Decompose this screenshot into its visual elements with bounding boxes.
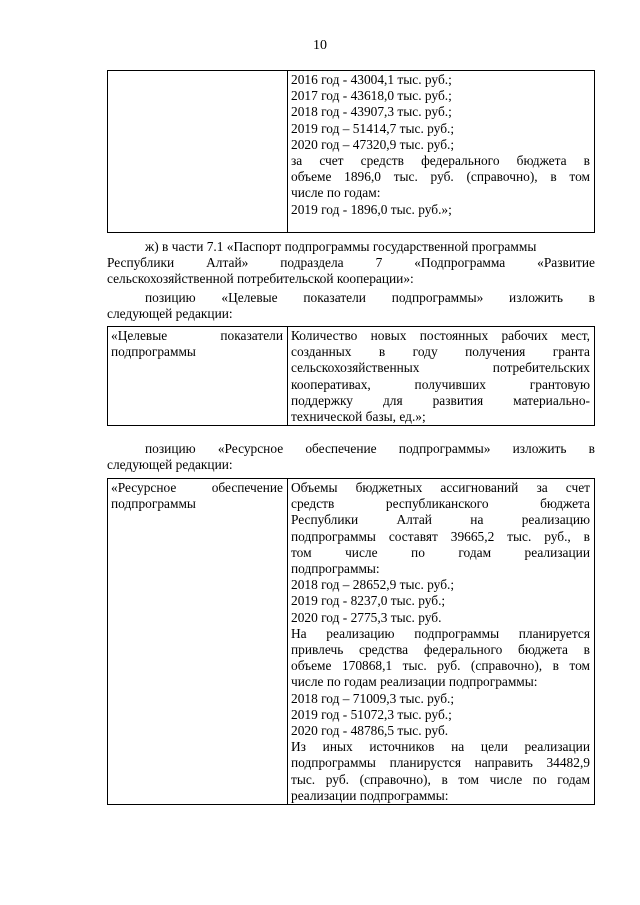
text-line: сельскохозяйственной потребительской кооперации»: xyxy=(107,271,414,287)
text-line: 2018 год – 71009,3 тыс. руб.; xyxy=(291,690,455,706)
text-line: привлечь средства федерального бюджета в xyxy=(291,642,590,658)
text-line: 2020 год - 2775,3 тыс. руб. xyxy=(291,609,442,625)
text-line: 2020 год - 48786,5 тыс. руб. xyxy=(291,723,449,739)
page-number: 10 xyxy=(313,38,327,53)
text-line: 2019 год - 8237,0 тыс. руб.; xyxy=(291,593,446,609)
text-line: средств республиканского бюджета xyxy=(291,496,590,512)
text-line: созданных в году получения гранта xyxy=(291,344,590,360)
text-line: позицию «Ресурсное обеспечение подпрограммы» изложить в xyxy=(145,441,595,456)
text-line: кооперативах, получивших грантовую xyxy=(291,376,590,392)
text-line: подпрограммы: xyxy=(291,561,380,577)
text-line: Объемы бюджетных ассигнований за счет xyxy=(291,480,590,495)
text-line: 2019 год - 1896,0 тыс. руб.»; xyxy=(291,201,452,217)
text-line: 2018 год - 43907,3 тыс. руб.; xyxy=(291,104,452,120)
text-line: 2019 год - 51072,3 тыс. руб.; xyxy=(291,706,452,722)
text-line: сельскохозяйственных потребительских xyxy=(291,360,590,376)
table-continuation xyxy=(107,70,595,233)
text-line: Количество новых постоянных рабочих мест, xyxy=(291,328,590,343)
text-line: 2018 год – 28652,9 тыс. руб.; xyxy=(291,577,455,593)
text-line: объеме 170868,1 тыс. руб. (справочно), в том xyxy=(291,658,590,674)
text-line: подпрограммы планирустся направить 34482,9 xyxy=(291,755,590,771)
text-line: тыс. руб. (справочно), в том числе по годам xyxy=(291,771,590,787)
table-cell-value xyxy=(288,479,595,805)
text-line: 2017 год - 43618,0 тыс. руб.; xyxy=(291,88,452,104)
text-line: числе по годам реализации подпрограммы: xyxy=(291,674,538,690)
text-line: 2020 год – 47320,9 тыс. руб.; xyxy=(291,136,455,152)
table-cell-value xyxy=(288,327,595,426)
table-row xyxy=(108,71,595,233)
text-line: «Ресурсное обеспечение xyxy=(111,480,283,495)
table-cell-empty xyxy=(108,71,288,233)
text-line: подпрограммы xyxy=(111,496,196,512)
table-cell-values xyxy=(288,71,595,233)
table-target-indicators xyxy=(107,326,595,426)
text-line: следующей редакции: xyxy=(107,306,233,322)
text-line: объеме 1896,0 тыс. руб. (справочно), в том xyxy=(291,169,590,185)
text-line: подпрограммы составят 39665,2 тыс. руб., в xyxy=(291,528,590,544)
text-line: На реализацию подпрограммы планируется xyxy=(291,625,590,641)
text-line: поддержку для развития материально- xyxy=(291,392,590,408)
text-line: реализации подпрограммы: xyxy=(291,787,449,803)
paragraph-resource-provision xyxy=(107,441,595,473)
text-line: 2016 год - 43004,1 тыс. руб.; xyxy=(291,72,452,87)
text-line: 2019 год – 51414,7 тыс. руб.; xyxy=(291,120,455,136)
table-cell-label xyxy=(108,327,288,426)
text-line: Республики Алтай на реализацию xyxy=(291,512,590,528)
table-cell-label xyxy=(108,479,288,805)
text-line: числе по годам: xyxy=(291,185,381,201)
text-line: следующей редакции: xyxy=(107,457,233,473)
text-line: «Целевые показатели xyxy=(111,328,283,343)
text-line: технической базы, ед.»; xyxy=(291,409,426,425)
text-line: ж) в части 7.1 «Паспорт подпрограммы государственной программы xyxy=(145,239,537,254)
text-line: том числе по годам реализации xyxy=(291,544,590,560)
text-line: Из иных источников на цели реализации xyxy=(291,739,590,755)
table-resource-provision xyxy=(107,478,595,805)
text-line: позицию «Целевые показатели подпрограммы» изложить в xyxy=(145,290,595,305)
text-line: Республики Алтай» подраздела 7 «Подпрограмма «Развитие xyxy=(107,255,595,271)
text-line: за счет средств федерального бюджета в xyxy=(291,153,590,169)
paragraph-target-indicators xyxy=(107,290,595,322)
text-line: подпрограммы xyxy=(111,344,196,360)
table-row xyxy=(108,479,595,805)
paragraph-zh xyxy=(107,239,595,288)
table-row xyxy=(108,327,595,426)
